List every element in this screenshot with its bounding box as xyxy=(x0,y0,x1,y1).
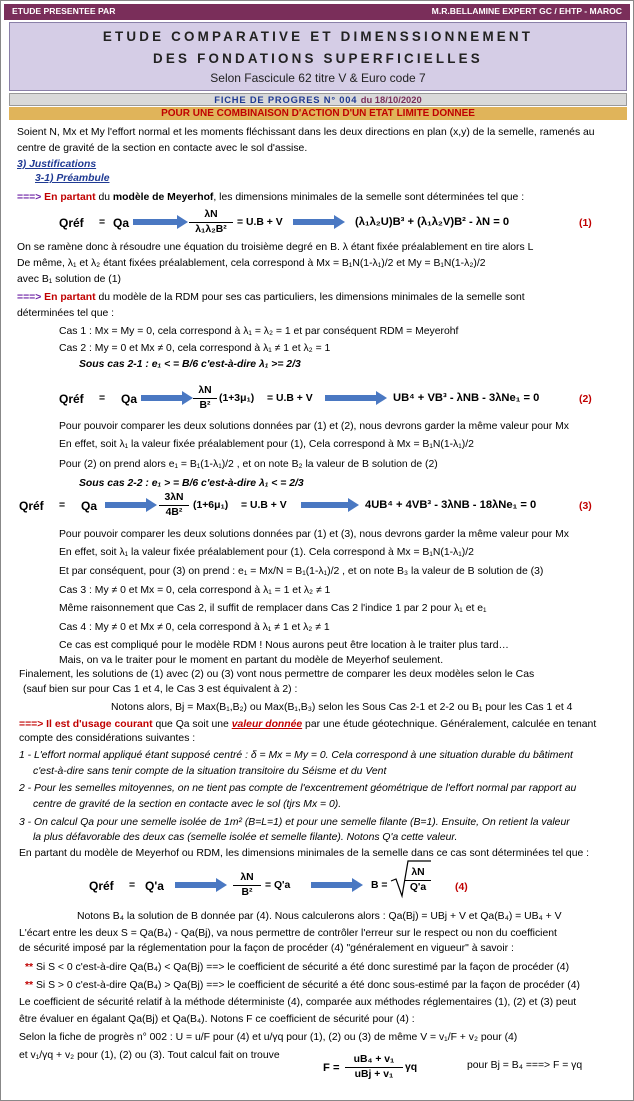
text: du modèle de la RDM pour ses cas particuliers, les dimensions minimales de la semelle sont xyxy=(98,292,525,303)
arrow-6 xyxy=(301,498,359,512)
qref-label: Qréf xyxy=(59,216,84,230)
text-line: et v₁/γq + v₂ pour (1), (2) ou (3). Tout calcul fait on trouve xyxy=(19,1050,280,1061)
text-line: déterminées tel que : xyxy=(17,308,115,319)
text: que Qa soit une xyxy=(152,719,232,730)
equals: = xyxy=(99,217,106,228)
factor: (1+6μ₁) xyxy=(193,500,229,511)
denominator: λ₁λ₂B² xyxy=(195,223,227,235)
star-marker: ** xyxy=(25,962,34,973)
fraction-3 xyxy=(159,491,189,519)
subcase-2-1: Sous cas 2-1 : e₁ < = B/6 c'est-à-dire λ₁ >= 2/3 xyxy=(79,359,301,370)
combination-title: POUR UNE COMBINAISON D'ACTION D'UN ETAT LIMITE DONNEE xyxy=(9,107,627,120)
denominator: B² xyxy=(241,886,253,898)
b-equals: B = xyxy=(371,880,388,891)
subsection-title: 3-1) Préambule xyxy=(35,173,110,184)
case-4: Cas 4 : My ≠ 0 et Mx ≠ 0, cela correspond à λ₁ ≠ 1 et λ₂ ≠ 1 xyxy=(59,622,330,633)
section-title: 3) Justifications xyxy=(17,159,97,170)
fraction-2 xyxy=(193,384,217,412)
emph-text: En partant xyxy=(44,292,96,303)
equation-3-number: (3) xyxy=(579,501,592,512)
denominator: B² xyxy=(199,399,211,411)
author-name: M.R.BELLAMINE EXPERT GC / EHTP - MAROC xyxy=(431,6,622,17)
fraction-f xyxy=(345,1053,403,1081)
text-line: Finalement, les solutions de (1) avec (2) ou (3) vont nous permettre de comparer les deux modèles selon le Cas xyxy=(19,669,535,680)
text: Si S > 0 c'est-à-dire Qa(B₄) > Qa(Bj) ==> le coefficient de sécurité a été donc sous-estimé par la façon de procéder (4) xyxy=(35,980,581,991)
text-line: L'écart entre les deux S = Qa(B₄) - Qa(Bj), va nous permettre de contrôler l'erreur sur le respect ou non du coefficient xyxy=(19,928,557,939)
numerator: λN xyxy=(193,384,217,399)
text-line: Pour pouvoir comparer les deux solutions données par (1) et (3), nous devrons garder la même valeur pour Mx xyxy=(59,529,569,540)
qpa-label: Q'a xyxy=(145,879,164,893)
equation-1-number: (1) xyxy=(579,218,592,229)
text-line: Pour pouvoir comparer les deux solutions données par (1) et (2), nous devrons garder la même valeur pour Mx xyxy=(59,421,569,432)
condition-line xyxy=(25,961,569,975)
gamma-q: γq xyxy=(405,1062,418,1073)
top-banner xyxy=(4,4,630,20)
qa-usage-line xyxy=(19,718,596,732)
case-2: Cas 2 : My = 0 et Mx ≠ 0, cela correspond à λ₁ ≠ 1 et λ₂ = 1 xyxy=(59,343,331,354)
text-line: En effet, soit λ₁ la valeur fixée préalablement pour (1), Cela correspond à Mx = B₁N(1-λ₁)/2 xyxy=(59,439,474,450)
denominator: uBj + v₁ xyxy=(354,1068,394,1080)
equation-1: (λ₁λ₂U)B³ + (λ₁λ₂V)B² - λN = 0 xyxy=(355,216,510,228)
fraction-sqrt xyxy=(405,866,431,894)
arrow-3 xyxy=(141,391,193,405)
text-line: (sauf bien sur pour Cas 1 et 4, le Cas 3 est équivalent à 2) : xyxy=(23,684,298,695)
text-line: En effet, soit λ₁ la valeur fixée préalablement pour (1). Cela correspond à Mx = B₁N(1-λ₁)/2 xyxy=(59,547,474,558)
arrow-marker: ===> xyxy=(19,719,44,730)
text: Si S < 0 c'est-à-dire Qa(B₄) < Qa(Bj) ==> le coefficient de sécurité a été donc surestimé par la façon de procéder (4) xyxy=(35,962,570,973)
case-3: Cas 3 : My ≠ 0 et Mx = 0, cela correspond à λ₁ = 1 et λ₂ ≠ 1 xyxy=(59,585,331,596)
f-equals: F = xyxy=(323,1062,340,1074)
denominator: 4B² xyxy=(165,506,183,518)
title-line-1: ETUDE COMPARATIVE ET DIMENSSIONNEMENT xyxy=(102,29,534,44)
consideration-1: 1 - L'effort normal appliqué étant supposé centré : δ = Mx = My = 0. Cela correspond à une situation durable du bâtiment xyxy=(19,750,573,761)
arrow-5 xyxy=(105,498,157,512)
text-line: Notons alors, Bj = Max(B₁,B₂) ou Max(B₁,B₃) selon les Sous Cas 2-1 et 2-2 ou B₁ pour les Cas 1 et 4 xyxy=(111,702,573,713)
consideration-1b: c'est-à-dire sans tenir compte de la situation transitoire du Séisme et du Vent xyxy=(33,766,387,777)
text-line: En partant du modèle de Meyerhof ou RDM, les dimensions minimales de la semelle dans ce cas sont déterminées tel que : xyxy=(19,848,590,859)
rdm-intro xyxy=(17,291,525,305)
ubv-1: = U.B + V xyxy=(237,217,283,228)
equation-3: 4UB⁴ + 4VB³ - 3λNB - 18λNe₁ = 0 xyxy=(365,499,537,511)
text: , les dimensions minimales de la semelle sont déterminées tel que : xyxy=(213,192,525,203)
ubv-3: = U.B + V xyxy=(241,500,287,511)
text-line: de sécurité imposé par la réglementation pour la façon de procéder (4) "généralement en vigueur" à savoir : xyxy=(19,943,514,954)
factor: (1+3μ₁) xyxy=(219,393,255,404)
text-line: On se ramène donc à résoudre une équation du troisième degré en B. λ étant fixée préalablement en tire alors L xyxy=(17,242,534,253)
consideration-2: 2 - Pour les semelles mitoyennes, on ne tient pas compte de l'excentrement géométrique de l'effort normal par rapport au xyxy=(19,783,577,794)
numerator: 3λN xyxy=(159,491,189,506)
text-line: De même, λ₁ et λ₂ étant fixées préalablement, cela correspond à Mx = B₁N(1-λ₁)/2 et My = B₁N(1-λ₂)/2 xyxy=(17,258,486,269)
text-line: Mais, on va le traiter pour le moment en partant du modèle de Meyerhof seulement. xyxy=(59,655,444,666)
fiche-number: FICHE DE PROGRES N° 004 xyxy=(214,94,358,105)
final-note: pour Bj = B₄ ===> F = γq xyxy=(467,1060,583,1071)
fraction-4 xyxy=(233,871,261,899)
text-line: compte des considérations suivantes : xyxy=(19,733,196,744)
equation-4-number: (4) xyxy=(455,882,468,893)
author-label: ETUDE PRESENTEE PAR xyxy=(12,6,116,17)
qref-label: Qréf xyxy=(59,392,84,406)
equals: = xyxy=(99,393,106,404)
equation-2-number: (2) xyxy=(579,394,592,405)
consideration-2b: centre de gravité de la section en contacte avec le sol (tjrs Mx = 0). xyxy=(33,799,342,810)
meyerhof-intro xyxy=(17,191,524,205)
qa-label: Qa xyxy=(81,499,98,513)
subtitle: Selon Fascicule 62 titre V & Euro code 7 xyxy=(210,71,426,85)
fiche-bar xyxy=(9,93,627,106)
model-name: modèle de Meyerhof xyxy=(112,192,214,203)
emph-text: Il est d'usage courant xyxy=(46,719,153,730)
equals: = xyxy=(59,500,66,511)
fraction-1 xyxy=(189,208,233,236)
ubv-2: = U.B + V xyxy=(267,393,313,404)
intro-line-1: Soient N, Mx et My l'effort normal et les moments fléchissant dans les deux directions en plan (x,y) de la semelle, ramenés au xyxy=(17,127,595,138)
qref-label: Qréf xyxy=(19,499,44,513)
text-line: Selon la fiche de progrès n° 002 : U = u/F pour (4) et u/γq pour (1), (2) ou (3) de même V = v₁/F + v₂ pour (4) xyxy=(19,1032,518,1043)
arrow-4 xyxy=(325,391,387,405)
text-line: Le coefficient de sécurité relatif à la méthode déterministe (4), comparée aux méthodes réglementaires (1), (2) et (3) peut xyxy=(19,997,577,1008)
equals: = xyxy=(129,880,136,891)
numerator: uB₄ + v₁ xyxy=(345,1053,403,1068)
qa-label: Qa xyxy=(121,392,138,406)
text: du xyxy=(98,192,111,203)
subcase-2-2: Sous cas 2-2 : e₁ > = B/6 c'est-à-dire λ₁ < = 2/3 xyxy=(79,478,304,489)
consideration-3: 3 - On calcul Qa pour une semelle isolée de 1m² (B=L=1) et pour une semelle filante (B=1). Ensuite, On retient la valeur xyxy=(19,817,570,828)
numerator: λN xyxy=(189,208,233,223)
numerator: λN xyxy=(405,866,431,881)
intro-line-2: centre de gravité de la section en contacte avec le sol d'assise. xyxy=(17,143,308,154)
condition-line xyxy=(25,979,580,993)
text-line: Même raisonnement que Cas 2, il suffit de remplacer dans Cas 2 l'indice 1 par 2 pour λ₁ et e₁ xyxy=(59,603,487,614)
text-line: être évaluer en égalant Qa(Bj) et Qa(B₄). Notons F ce coefficient de sécurité pour (4) : xyxy=(19,1014,415,1025)
arrow-2 xyxy=(293,215,345,229)
arrow-7 xyxy=(175,878,227,892)
emph-text: En partant xyxy=(44,192,96,203)
text-line: avec B₁ solution de (1) xyxy=(17,274,122,285)
emph-text: valeur donnée xyxy=(231,719,303,730)
text-line: Et par conséquent, pour (3) on prend : e₁ = Mx/N = B₁(1-λ₁)/2 , et on note B₃ la valeur de B solution de (3) xyxy=(59,566,544,577)
denominator: Q'a xyxy=(409,881,427,893)
equation-2: UB⁴ + VB³ - λNB - 3λNe₁ = 0 xyxy=(393,392,540,404)
text-line: Notons B₄ la solution de B donnée par (4). Nous calculerons alors : Qa(Bj) = UBj + V et Qa(B₄) = UB₄ + V xyxy=(77,911,562,922)
consideration-3b: la plus défavorable des deux cas (semelle isolée et semelle filante). Notons Q'a cette valeur. xyxy=(33,832,458,843)
title-line-2: DES FONDATIONS SUPERFICIELLES xyxy=(153,51,483,66)
text-line: Ce cas est compliqué pour le modèle RDM ! Nous aurons peut être location à le traiter plus tard… xyxy=(59,640,509,651)
case-1: Cas 1 : Mx = My = 0, cela correspond à λ₁ = λ₂ = 1 et par conséquent RDM = Meyerohf xyxy=(59,326,459,337)
numerator: λN xyxy=(233,871,261,886)
arrow-1 xyxy=(133,215,188,229)
qa-label: Qa xyxy=(113,216,130,230)
star-marker: ** xyxy=(25,980,34,991)
arrow-marker: ===> xyxy=(17,292,42,303)
arrow-marker: ===> xyxy=(17,192,42,203)
equals-qpa: = Q'a xyxy=(265,880,291,891)
title-box xyxy=(9,22,627,91)
text: par une étude géotechnique. Généralement, calculée en tenant xyxy=(302,719,597,730)
fiche-date: du 18/10/2020 xyxy=(360,94,422,105)
text-line: Pour (2) on prend alors e₁ = B₁(1-λ₁)/2 , et on note B₂ la valeur de B solution de (2) xyxy=(59,459,438,470)
qref-label: Qréf xyxy=(89,879,114,893)
arrow-8 xyxy=(311,878,363,892)
